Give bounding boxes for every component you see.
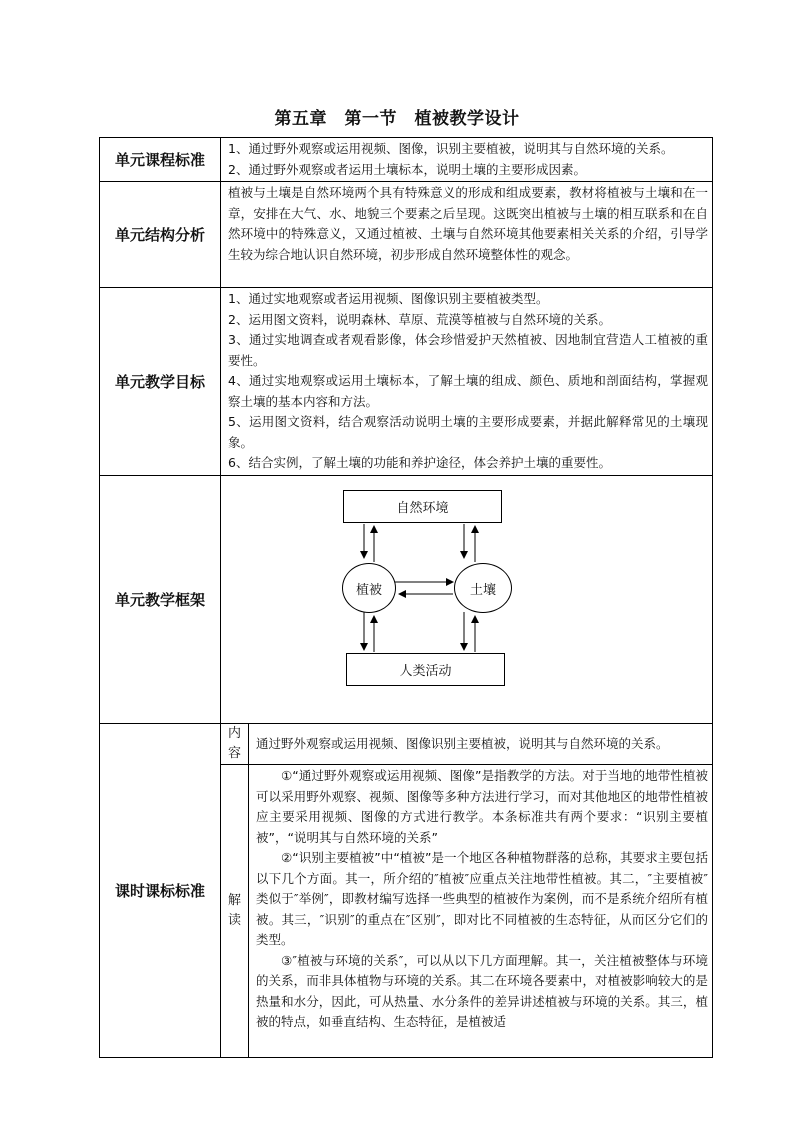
label-unit-goals: 单元教学目标 xyxy=(100,288,221,476)
standard-line: 1、通过野外观察或运用视频、图像，识别主要植被，说明其与自然环境的关系。 xyxy=(228,141,674,156)
row-unit-framework xyxy=(100,476,713,724)
lesson-content-text: 通过野外观察或运用视频、图像识别主要植被，说明其与自然环境的关系。 xyxy=(249,724,713,765)
goal-line: 5、运用图文资料，结合观察活动说明土壤的主要形成要素，并据此解释常见的土壤现象。 xyxy=(228,414,708,450)
node-soil: 土壤 xyxy=(454,563,512,613)
goal-line: 2、运用图文资料，说明森林、草原、荒漠等植被与自然环境的关系。 xyxy=(228,311,611,327)
standard-line: 2、通过野外观察或者运用土壤标本，说明土壤的主要形成因素。 xyxy=(228,161,586,177)
node-natural-environment: 自然环境 xyxy=(343,490,502,523)
lesson-plan-table xyxy=(99,137,713,1058)
document-title: 第五章 第一节 植被教学设计 xyxy=(274,109,520,129)
framework-diagram-cell xyxy=(221,476,713,724)
label-content: 内容 xyxy=(221,724,249,765)
row-unit-goals xyxy=(100,288,713,476)
goal-line: 4、通过实地观察或运用土壤标本，了解土壤的组成、颜色、质地和剖面结构，掌握观察土壤的基本内容和方法。 xyxy=(228,373,708,409)
row-lesson-content xyxy=(100,724,713,765)
content-unit-standard xyxy=(221,138,713,182)
lesson-interpretation xyxy=(249,765,713,1058)
row-unit-standard xyxy=(100,138,713,182)
goal-line: 1、通过实地观察或者运用视频、图像识别主要植被类型。 xyxy=(228,291,549,306)
label-unit-standard: 单元课程标准 xyxy=(100,138,221,182)
row-unit-structure xyxy=(100,182,713,288)
interpretation-paragraph: ③″植被与环境的关系″，可以从以下几方面理解。其一，关注植被整体与环境的关系，而非具体植物与环境的关系。其二在环境各要素中，对植被影响较大的是热量和水分，因此，可从热量、水分条件的差异讲述植被与环境的关系。其三，植被的特点，如垂直结构、生态特征，是植被适 xyxy=(256,952,708,1029)
content-unit-goals xyxy=(221,288,713,476)
content-unit-structure xyxy=(221,182,713,288)
node-vegetation: 植被 xyxy=(342,563,396,613)
node-human-activity: 人类活动 xyxy=(346,653,505,686)
goal-line: 3、通过实地调查或者观看影像，体会珍惜爱护天然植被、因地制宜营造人工植被的重要性。 xyxy=(228,332,708,368)
interpretation-paragraph: ①“通过野外观察或运用视频、图像”是指教学的方法。对于当地的地带性植被可以采用野外观察、视频、图像等多种方法进行学习，而对其他地区的地带性植被应主要采用视频、图像的方式进行教学。本条标准共有两个要求：“识别主要植被”，“说明其与自然环境的关系” xyxy=(256,768,708,845)
framework-diagram xyxy=(221,476,712,723)
structure-text: 植被与土壤是自然环境两个具有特殊意义的形成和组成要素，教材将植被与土壤和在一章，安排在大气、水、地貌三个要素之后呈现。这既突出植被与土壤的相互联系和在自然环境中的特殊意义，又通过植被、土壤与自然环境其他要素相关关系的介绍，引导学生较为综合地认识自然环境，初步形成自然环境整体性的观念。 xyxy=(228,185,708,262)
goal-line: 6、结合实例，了解土壤的功能和养护途径，体会养护土壤的重要性。 xyxy=(228,455,611,470)
label-interpretation: 解读 xyxy=(221,765,249,1058)
label-unit-framework: 单元教学框架 xyxy=(100,476,221,724)
interpretation-paragraph: ②“识别主要植被”中“植被”是一个地区各种植物群落的总称，其要求主要包括以下几个方面。其一，所介绍的″植被″应重点关注地带性植被。其二，″主要植被″类似于″举例″，即教材编写选择一些典型的植被作为案例，而不是系统介绍所有植被。其三，″识别″的重点在″区别″，即对比不同植被的生态特征，从而区分它们的类型。 xyxy=(256,850,708,947)
label-lesson-standard: 课时课标标准 xyxy=(100,724,221,1058)
label-unit-structure: 单元结构分析 xyxy=(100,182,221,288)
